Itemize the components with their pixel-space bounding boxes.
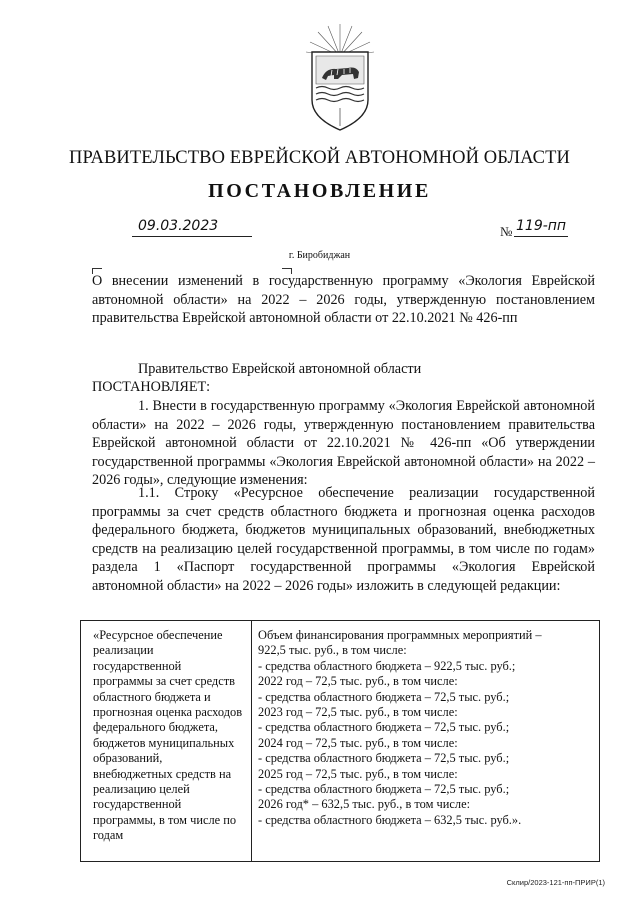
paragraph-1-1 [92,484,595,596]
table-line: 2024 год – 72,5 тыс. руб., в том числе: [258,735,458,750]
document-footer-code: Склир/2023-121-пп-ПРИР(1) [506,878,605,887]
decree-word: ПОСТАНОВЛЯЕТ: [92,379,211,395]
paragraph-1 [92,397,595,490]
coat-of-arms-icon [298,22,382,134]
table-cell-label: «Ресурсное обеспечение реализации государственной программы за счет средств областного бюджета и прогнозная оценка расходов федерального бюджета, бюджетов муниципальных образований, внебюджетных средств на реализацию целей государственной программы, в том числе по годам [81,621,252,862]
table-line: 2025 год – 72,5 тыс. руб., в том числе: [258,766,458,781]
government-line-text: Правительство Еврейской автономной области [138,361,422,377]
document-number: 119-пп [514,218,568,237]
table-line: - средства областного бюджета – 72,5 тыс. руб.; [258,751,510,766]
resource-table [80,620,600,862]
government-line [92,360,595,379]
table-line: 2023 год – 72,5 тыс. руб., в том числе: [258,705,458,720]
city-name: г. Биробиджан [288,250,351,261]
table-line: 2026 год* – 632,5 тыс. руб., в том числе: [258,797,471,812]
table-line: - средства областного бюджета – 632,5 тыс. руб.». [258,812,522,827]
table-line: - средства областного бюджета – 922,5 тыс. руб.; [258,658,516,673]
table-line: 922,5 тыс. руб., в том числе: [258,643,407,658]
document-type: ПОСТАНОВЛЕНИЕ [208,180,431,202]
document-date: 09.03.2023 [132,218,252,237]
paragraph-1-text: 1. Внести в государственную программу «Экология Еврейской автономной области» на 2022 – 2026 годы, утвержденную постановлением правительства Еврейской автономной области от 22.10.2021 № 426-пп «Об утверждении государственной программы «Экология Еврейской автономной области» на 2022 – 2026 годы», следующие изменения: [92,398,595,489]
table-line: - средства областного бюджета – 72,5 тыс. руб.; [258,782,510,797]
table-row [81,621,600,862]
table-cell-values [252,621,600,862]
number-prefix: № [500,224,513,239]
coat-of-arms-emblem [298,22,382,134]
table-line: - средства областного бюджета – 72,5 тыс. руб.; [258,720,510,735]
paragraph-1-1-text: 1.1. Строку «Ресурсное обеспечение реализации государственной программы за счет средств областного бюджета и прогнозная оценка расходов федерального бюджета, бюджетов муниципальных образований, внебюджетных средств на реализацию целей государственной программы, в том числе по годам» раздела 1 «Паспорт государственной программы «Экология Еврейской автономной области» на 2022 – 2026 годы» изложить в следующей редакции: [92,485,595,594]
government-title: ПРАВИТЕЛЬСТВО ЕВРЕЙСКОЙ АВТОНОМНОЙ ОБЛАСТИ [69,148,570,168]
table-line: Объем финансирования программных мероприятий – [258,628,542,642]
table-line: 2022 год – 72,5 тыс. руб., в том числе: [258,674,458,689]
table-line: - средства областного бюджета – 72,5 тыс. руб.; [258,689,510,704]
document-subject: О внесении изменений в государственную программу «Экология Еврейской автономной области» на 2022 – 2026 годы, утвержденную постановлением правительства Еврейской автономной области от 22.10.2021 № 426-пп [92,273,595,327]
